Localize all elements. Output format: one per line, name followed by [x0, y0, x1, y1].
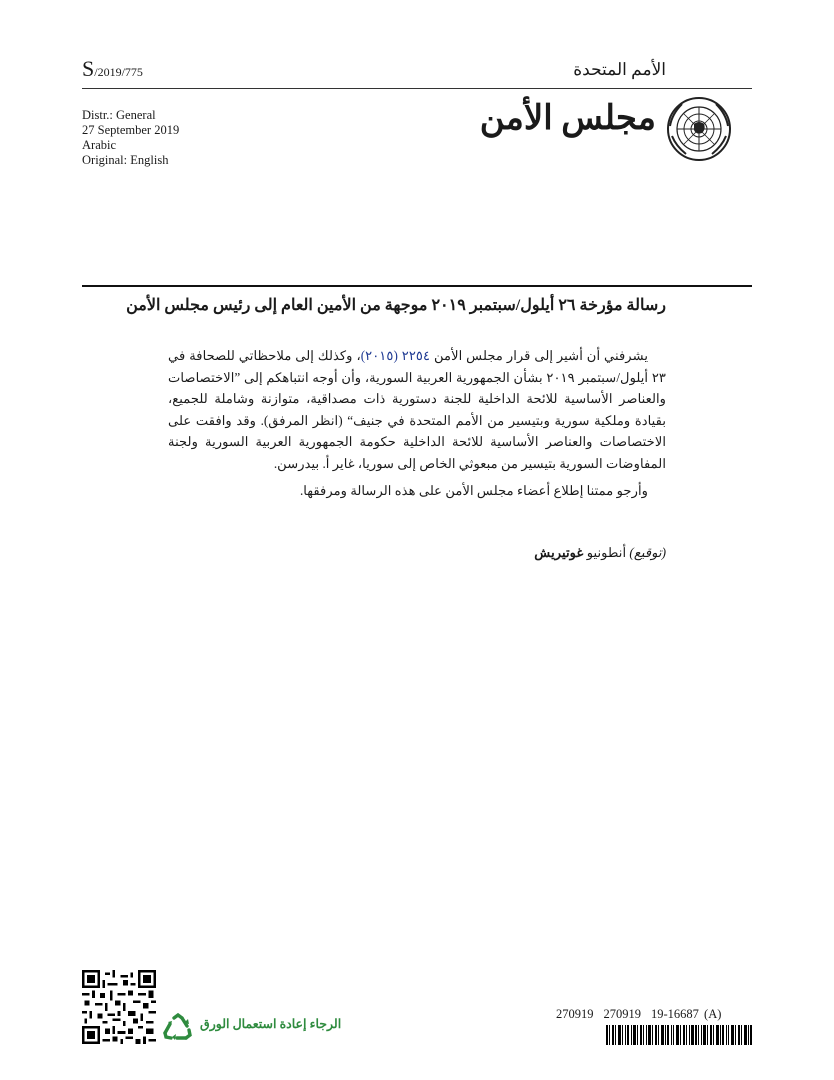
document-code-1: 270919: [556, 1007, 594, 1021]
distribution-line: Distr.: General: [82, 108, 156, 122]
letter-title: رسالة مؤرخة ٢٦ أيلول/سبتمبر ٢٠١٩ موجهة من الأمين العام إلى رئيس مجلس الأمن: [126, 297, 666, 314]
original-line: Original: English: [82, 153, 169, 167]
council-name: مجلس الأمن: [479, 100, 656, 137]
paragraph-1-start: يشرفني أن أشير إلى قرار مجلس الأمن: [430, 348, 649, 363]
paragraph-1: [168, 345, 666, 474]
symbol-letter: S: [82, 56, 95, 81]
signature-last-name: غوتيريش: [534, 545, 584, 560]
qr-code-icon: [82, 970, 156, 1044]
signature-label: (توقيع): [629, 545, 666, 560]
header-rule: [82, 88, 752, 89]
symbol-number: /2019/775: [94, 65, 143, 79]
document-symbol: [82, 56, 143, 82]
organization-name: الأمم المتحدة: [573, 60, 666, 79]
language-line: Arabic: [82, 138, 117, 152]
date-line: 27 September 2019: [82, 123, 180, 137]
title-rule: [82, 285, 752, 287]
paragraph-1-rest: ، وكذلك إلى ملاحظاتي للصحافة في ٢٣ أيلول/سبتمبر ٢٠١٩ بشأن الجمهورية العربية السورية، وأن أوجه انتباهكم إلى ”الاختصاصات والعناصر الأساسية للائحة الداخلية للجنة دستورية ذات مصداقية، متوازنة وشاملة للجميع، بقيادة وملكية سورية وبتيسير من الأمم المتحدة في جنيف“ (انظر المرفق). وقد وافقت على الاختصاصات والعناصر الأساسية للائحة الداخلية حكومة الجمهورية العربية السورية ولجنة المفاوضات السورية بتيسير من مبعوثي الخاص إلى سوريا، غاير أ. بيدرسن.: [168, 348, 666, 471]
paragraph-2: وأرجو ممتنا إطلاع أعضاء مجلس الأمن على هذه الرسالة ومرفقها.: [299, 483, 648, 498]
un-emblem-icon: [666, 96, 732, 162]
recycle-icon: [162, 1012, 194, 1044]
barcode-icon: [606, 1025, 752, 1045]
distribution-block: [82, 108, 179, 168]
document-code-2: 270919: [603, 1007, 641, 1021]
document-codes: [556, 1007, 731, 1022]
signature: [534, 545, 666, 561]
letter-body: [168, 345, 666, 502]
recycle-notice: الرجاء إعادة استعمال الورق: [200, 1017, 342, 1031]
signature-first-name: أنطونيو: [586, 545, 627, 560]
resolution-link[interactable]: ٢٢٥٤ (٢٠١٥): [360, 348, 431, 363]
job-number: 19-16687 (A): [651, 1007, 722, 1021]
